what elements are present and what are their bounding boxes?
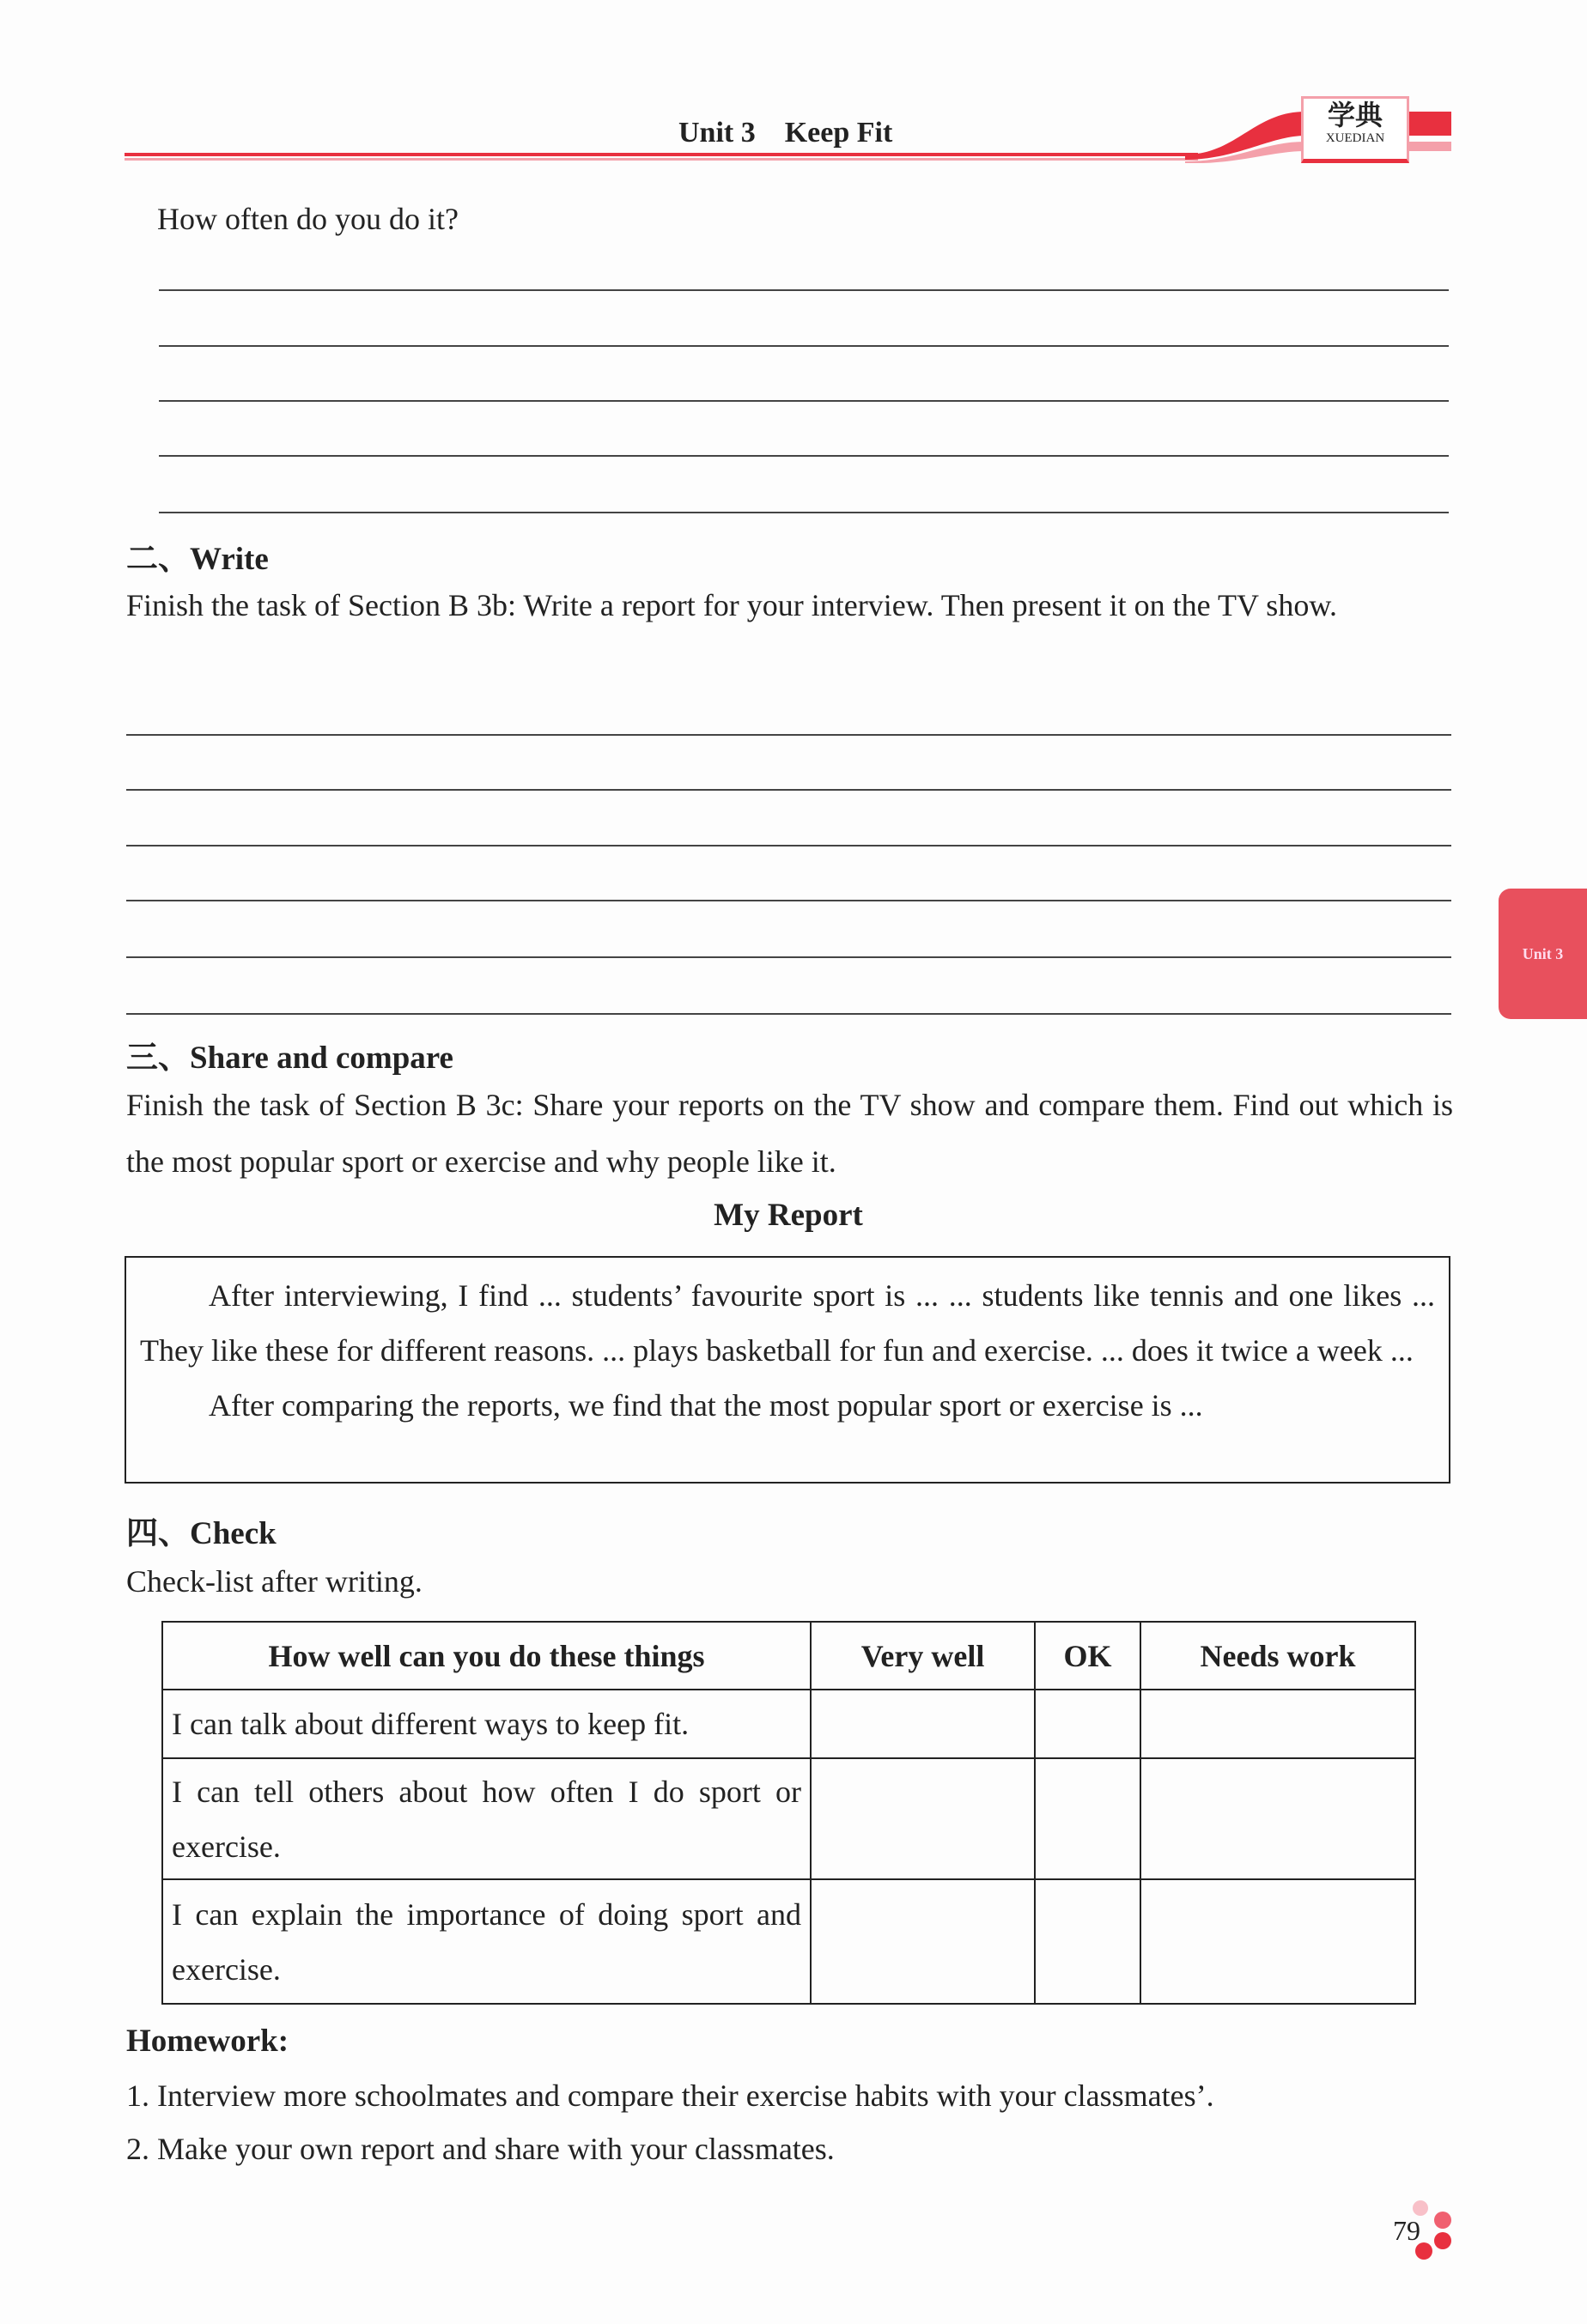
check-heading: 四、Check [126, 1516, 277, 1551]
check-cell[interactable] [811, 1690, 1035, 1758]
check-cell[interactable] [811, 1758, 1035, 1879]
homework-heading: Homework: [126, 2024, 289, 2059]
answer-line [159, 400, 1449, 402]
check-cell[interactable] [1035, 1758, 1140, 1879]
xuedian-logo [1301, 96, 1409, 163]
check-subtitle: Check-list after writing. [126, 1564, 423, 1599]
answer-line [126, 1013, 1451, 1015]
answer-line [126, 956, 1451, 958]
check-cell[interactable] [811, 1879, 1035, 2004]
check-cell[interactable] [1035, 1690, 1140, 1758]
answer-line [159, 289, 1449, 291]
column-header: OK [1035, 1622, 1140, 1690]
report-paragraph: After comparing the reports, we find that the most popular sport or exercise is ... [209, 1388, 1203, 1423]
share-heading: 三、Share and compare [126, 1041, 453, 1076]
answer-line [159, 455, 1449, 457]
check-cell[interactable] [1140, 1879, 1415, 2004]
report-title: My Report [714, 1198, 863, 1233]
side-tab-label: Unit 3 [1522, 945, 1564, 962]
column-header: Needs work [1140, 1622, 1415, 1690]
answer-line [159, 512, 1449, 513]
check-cell[interactable] [1140, 1690, 1415, 1758]
column-header: How well can you do these things [162, 1622, 811, 1690]
checklist-table [161, 1621, 1416, 2005]
answer-line [126, 845, 1451, 846]
table-row [162, 1758, 1415, 1879]
answer-line [126, 734, 1451, 736]
row-label: I can explain the importance of doing sport and exercise. [162, 1879, 811, 2004]
write-instructions: Finish the task of Section B 3b: Write a report for your interview. Then present it on the TV show. [126, 588, 1337, 622]
row-label: I can tell others about how often I do sport or exercise. [162, 1758, 811, 1879]
answer-line [126, 900, 1451, 901]
table-row [162, 1690, 1415, 1758]
row-label: I can talk about different ways to keep fit. [162, 1690, 811, 1758]
question-text: How often do you do it? [157, 202, 459, 236]
header-rule [125, 153, 1198, 156]
logo-en: XUEDIAN [1325, 131, 1385, 145]
hexagon-decoration [1405, 2200, 1456, 2260]
check-cell[interactable] [1035, 1879, 1140, 2004]
report-box [125, 1256, 1450, 1484]
logo-cn: 学典 [1327, 100, 1383, 130]
column-header: Very well [811, 1622, 1035, 1690]
homework-item: 1. Interview more schoolmates and compare their exercise habits with your classmates’. [126, 2078, 1214, 2113]
answer-line [159, 345, 1449, 347]
page-number: 79 [1393, 2215, 1420, 2246]
answer-line [126, 789, 1451, 791]
report-paragraph: After interviewing, I find ... students’ favourite sport is ... ... students like tennis and one likes ... They like these for different reasons. ... plays basketball for fun and exercise. ... does it twice a week ... [140, 1278, 1435, 1368]
check-cell[interactable] [1140, 1758, 1415, 1879]
table-row [162, 1879, 1415, 2004]
table-header-row [162, 1622, 1415, 1690]
homework-item: 2. Make your own report and share with your classmates. [126, 2132, 835, 2166]
header-title: Unit 3 Keep Fit [678, 117, 893, 149]
share-instructions: Finish the task of Section B 3c: Share your reports on the TV show and compare them. Find out which is the most popular sport or exercise and why people like it. [126, 1088, 1453, 1179]
side-tab [1499, 889, 1587, 1019]
write-heading: 二、Write [126, 542, 269, 577]
header-rule-pink [125, 158, 1198, 161]
